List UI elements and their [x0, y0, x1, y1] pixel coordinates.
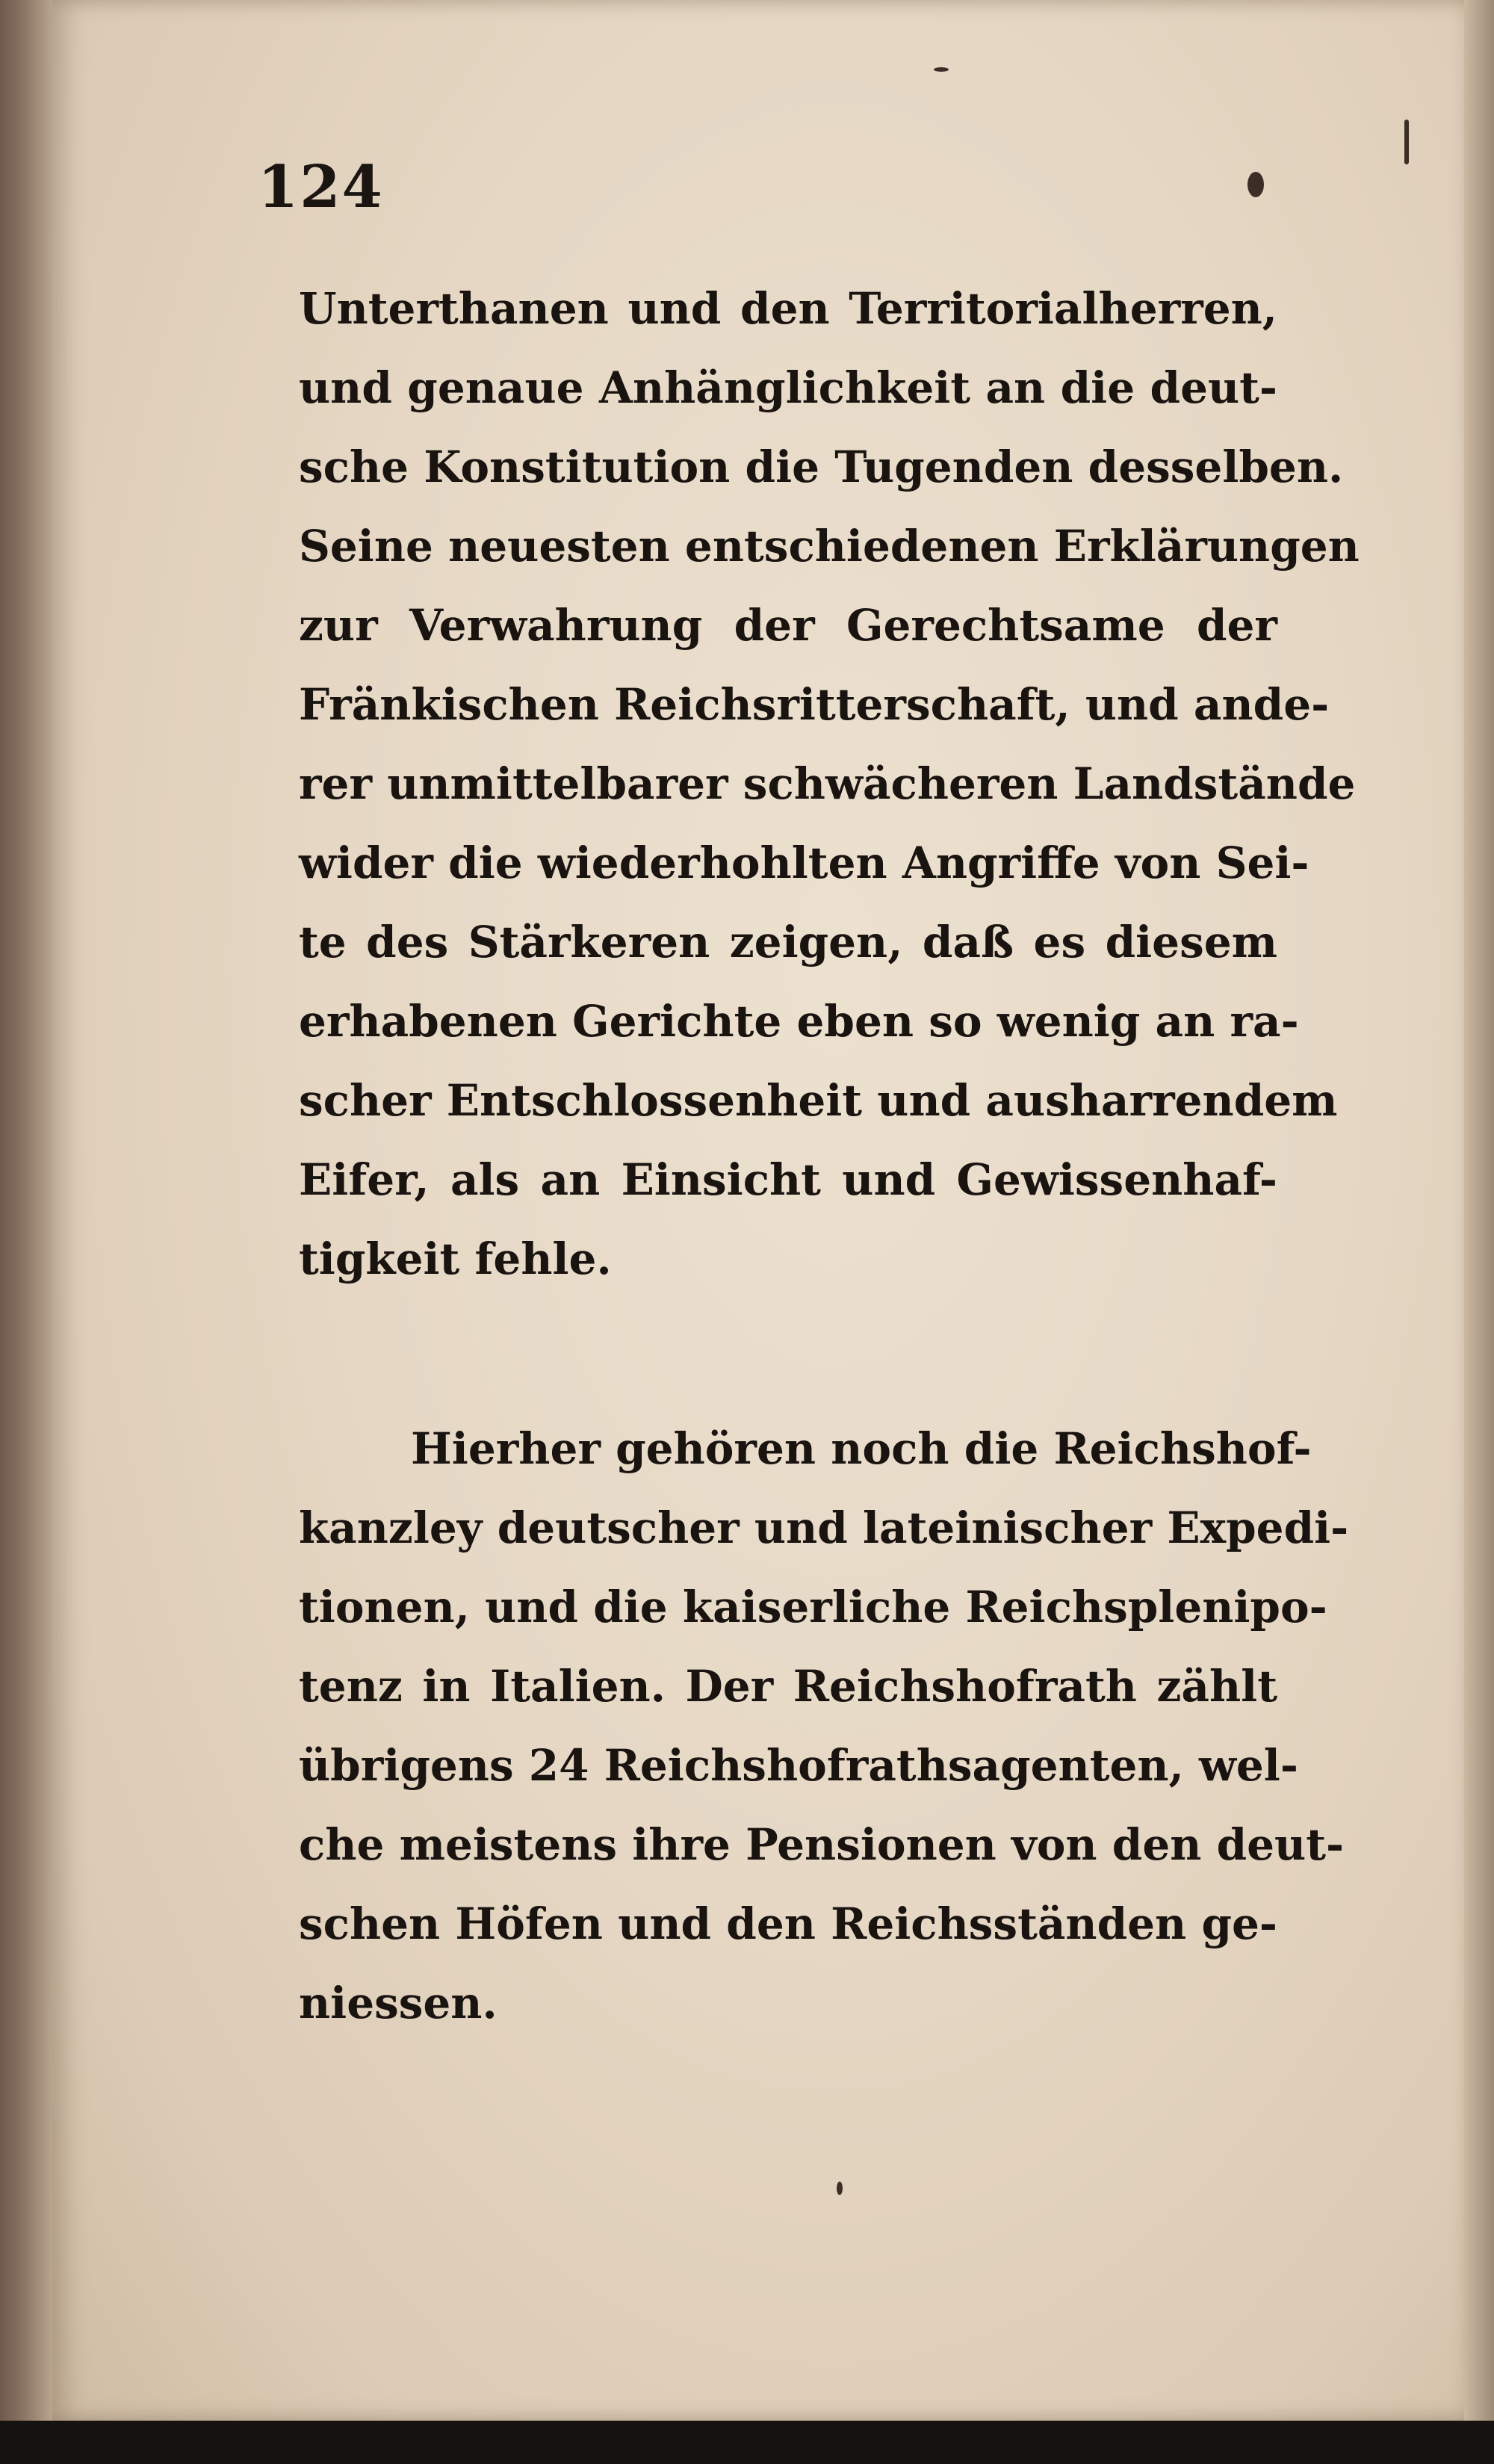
page-number: 124: [258, 153, 384, 221]
text-line: wider die wiederhohlten Angriffe von Sei-: [299, 838, 1309, 888]
paragraph-spacer: [299, 1298, 1277, 1409]
text-line: Eifer, als an Einsicht und Gewissenhaf-: [299, 1154, 1277, 1205]
text-line: te des Stärkeren zeigen, daß es diesem: [299, 917, 1277, 968]
text-line: scher Entschlossenheit und ausharrendem: [299, 1075, 1338, 1126]
text-line: tigkeit fehle.: [299, 1233, 612, 1284]
ink-speck: [837, 2182, 843, 2195]
paragraph: [299, 1409, 1349, 2043]
text-line: Unterthanen und den Territorialherren,: [299, 283, 1277, 334]
ink-speck: [1404, 120, 1409, 164]
text-line: sche Konstitution die Tugenden desselben.: [299, 442, 1344, 492]
body-text: [299, 269, 1360, 2043]
text-line: Fränkischen Reichsritterschaft, und ande-: [299, 679, 1330, 730]
paragraph: [299, 269, 1360, 1298]
text-line: schen Höfen und den Reichsständen ge-: [299, 1898, 1277, 1949]
text-line: erhabenen Gerichte eben so wenig an ra-: [299, 996, 1299, 1047]
text-line: kanzley deutscher und lateinischer Expedi-: [299, 1502, 1349, 1553]
text-line: che meistens ihre Pensionen von den deut-: [299, 1819, 1345, 1870]
ink-speck: [1247, 172, 1264, 197]
text-line: Seine neuesten entschiedenen Erklärungen: [299, 521, 1360, 572]
scan-bottom-border: [0, 2421, 1494, 2464]
text-line: übrigens 24 Reichshofrathsagenten, wel-: [299, 1740, 1298, 1791]
text-line: zur Verwahrung der Gerechtsame der: [299, 600, 1277, 651]
page-right-edge: [1464, 0, 1494, 2421]
text-line: tionen, und die kaiserliche Reichsplenipo-: [299, 1582, 1327, 1632]
text-line: und genaue Anhänglichkeit an die deut-: [299, 362, 1277, 413]
text-line: niessen.: [299, 1978, 498, 2028]
text-line: Hierher gehören noch die Reichshof-: [411, 1423, 1312, 1474]
ink-speck: [934, 67, 949, 72]
text-line: tenz in Italien. Der Reichshofrath zählt: [299, 1661, 1277, 1712]
text-line: rer unmittelbarer schwächeren Landstände: [299, 758, 1356, 809]
